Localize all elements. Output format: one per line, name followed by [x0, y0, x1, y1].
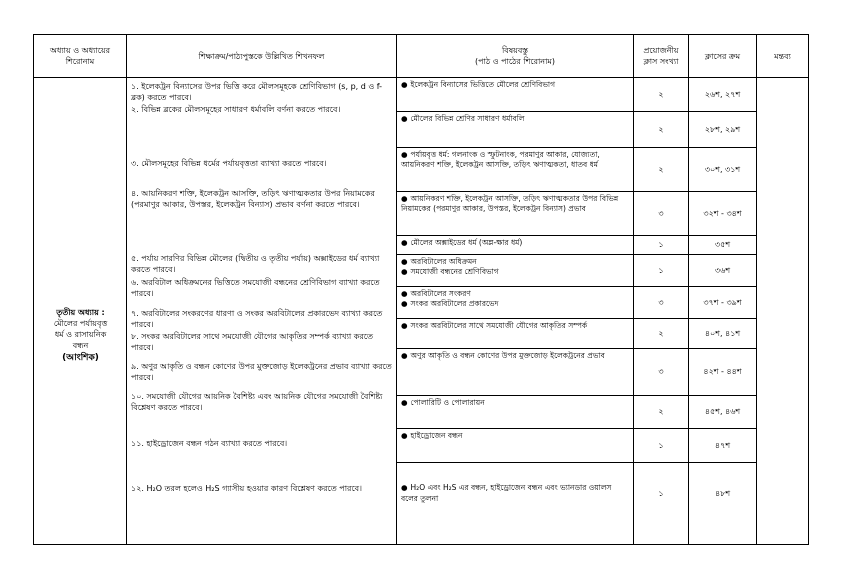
required-classes-cell	[634, 78, 689, 545]
header-class-order: ক্লাসের ক্রম	[689, 35, 757, 78]
topic-text: হাইড্রোজেন বন্ধন	[410, 430, 463, 440]
header-topics	[397, 35, 634, 78]
required-classes-value: ২	[634, 318, 688, 348]
bullet-icon: ●	[401, 397, 408, 407]
required-classes-value: ৩	[634, 191, 688, 235]
required-classes-list	[634, 78, 688, 525]
topic-text: ইলেকট্রন বিন্যাসের ভিত্তিতে মৌলের শ্রেণিবিভাগ	[410, 80, 556, 89]
topic-text: H₂O এবং H₂S এর বন্ধন, হাইড্রোজেন বন্ধন এবং ভ্যানডার ওয়ালস বলের তুলনা	[401, 483, 612, 503]
topic-row	[397, 428, 633, 462]
required-classes-value: ২	[634, 111, 688, 147]
outcome-item: ৬. অরবিটাল অধিক্রমনের ভিত্তিতে সমযোজী বন্ধনের শ্রেণিবিভাগ ব্যাখ্যা করতে পারবে।	[131, 278, 380, 298]
required-classes-value: ১	[634, 428, 688, 462]
class-order-list	[689, 78, 756, 525]
outcome-item: ১. ইলেকট্রন বিন্যাসের উপর ভিত্তি করে মৌলসমূহকে শ্রেণিবিভাগ (s, p, d ও f- ব্লক) করতে পারবে।	[131, 82, 383, 102]
chapter-cell	[34, 78, 127, 545]
topics-list	[397, 78, 633, 525]
required-classes-value: ২	[634, 147, 688, 191]
class-order-value: ৩৬শ	[689, 254, 756, 286]
outcome-item: ৭. অরবিটালের সংকরণের ধারণা ও সংকর অরবিটালের প্রকারভেদ ব্যাখ্যা করতে পারবে।	[131, 309, 383, 329]
class-order-value: ৩২শ - ৩৪শ	[689, 191, 756, 235]
class-order-value: ৪২শ - ৪৪শ	[689, 348, 756, 395]
chapter-name-line3: বন্ধন	[72, 341, 89, 350]
outcome-item: ২. বিভিন্ন ব্লকের মৌলসমূহের সাধারণ ধর্মাবলি বর্ণনা করতে পারবে।	[131, 105, 341, 114]
bullet-icon: ●	[401, 483, 408, 493]
topic-row	[397, 147, 633, 191]
topic-row	[397, 348, 633, 395]
topic-text: সংকর অরবিটালের প্রকারভেদ	[410, 299, 499, 308]
class-order-value: ২৬শ, ২৭শ	[689, 78, 756, 111]
class-order-value: ২৮শ, ২৯শ	[689, 111, 756, 147]
topic-row	[397, 462, 633, 525]
required-classes-value: ১	[634, 235, 688, 254]
class-order-cell	[689, 78, 757, 545]
header-required-classes: প্রয়োজনীয় ক্লাস সংখ্যা	[634, 35, 689, 78]
class-order-value: ৪৮শ	[714, 489, 731, 499]
header-row	[34, 35, 809, 78]
outcome-item: ৩. মৌলসমূহের বিভিন্ন ধর্মের পর্যায়বৃত্ততা ব্যাখ্যা করতে পারবে।	[131, 159, 327, 168]
bullet-icon: ●	[401, 350, 408, 360]
bullet-icon: ●	[401, 256, 408, 266]
class-order-value: ৪০শ, ৪১শ	[689, 318, 756, 348]
required-classes-value: ২	[634, 78, 688, 111]
topic-row	[397, 78, 633, 111]
outcome-item: ১১. হাইড্রোজেন বন্ধন গঠন ব্যাখ্যা করতে পারবে।	[131, 439, 288, 448]
topic-row	[397, 235, 633, 254]
bullet-icon: ●	[401, 149, 408, 159]
chapter-name-line2: ধর্ম ও রাসায়নিক	[54, 330, 107, 339]
outcome-item: ৪. আয়নিকরণ শক্তি, ইলেকট্রন আসক্তি, তড়িৎ ঋণাত্মকতার উপর নিয়ামকের (পরমাণুর আকার, উপস্তর, ইলেকট্রন বিন্যাস) প্রভাব বর্ণনা করতে পারবে।	[131, 189, 375, 209]
required-classes-value: ১	[658, 489, 664, 499]
class-order-value: ৪৫শ, ৪৬শ	[689, 395, 756, 428]
remarks-cell	[757, 78, 809, 545]
bullet-icon: ●	[401, 288, 408, 298]
required-classes-value: ৩	[634, 286, 688, 318]
bullet-icon: ●	[401, 113, 408, 123]
topic-text: সংকর অরবিটালের সাথে সমযোজী যৌগের আকৃতির সম্পর্ক	[410, 320, 588, 330]
syllabus-table	[33, 34, 809, 545]
chapter-title	[38, 307, 123, 364]
topic-text: আয়নিকরণ শক্তি, ইলেকট্রন আসক্তি, তড়িৎ ঋণাত্মকতার উপর বিভিন্ন নিয়ামকের (পরমাণুর আকার, উপস্তর, ইলেকট্রন বিন্যাস) প্রভাব	[401, 193, 619, 213]
required-classes-value: ১	[634, 254, 688, 286]
outcomes-cell	[127, 78, 397, 545]
chapter-number: তৃতীয় অধ্যায় :	[56, 308, 105, 317]
topic-row	[397, 286, 633, 318]
bullet-icon: ●	[401, 80, 408, 89]
header-topics-line1: বিষয়বস্তু	[501, 46, 529, 55]
class-order-value: ৩৫শ	[689, 235, 756, 254]
topic-row	[397, 318, 633, 348]
outcome-item: ৮. সংকর অরবিটালের সাথে সমযোজী যৌগের আকৃতির সম্পর্ক ব্যাখ্যা করতে পারবে।	[131, 332, 373, 352]
bullet-icon: ●	[401, 237, 408, 247]
bullet-icon: ●	[401, 430, 408, 440]
outcome-item: ১২. H₂O তরল হলেও H₂S গ্যাসীয় হওয়ার কারণ বিশ্লেষণ করতে পারবে।	[131, 484, 362, 493]
bullet-icon: ●	[401, 320, 408, 330]
topics-cell	[397, 78, 634, 545]
header-chapter: অধ্যায় ও অধ্যায়ের শিরোনাম	[34, 35, 127, 78]
chapter-name-line1: মৌলের পর্যায়বৃত্ত	[53, 319, 108, 328]
outcome-item: ৯. অণুর আকৃতি ও বন্ধন কোণের উপর মুক্তজোড় ইলেকট্রনের প্রভাব ব্যাখ্যা করতে পারবে।	[131, 362, 392, 382]
body-row	[34, 78, 809, 545]
topic-text: পর্যায়বৃত্ত ধর্ম: গলনাংক ও স্ফুটনাংক, পরমাণুর আকার, যোজ্যতা, আয়নিকরণ শক্তি, ইলেকট্রন আসক্তি, তড়িৎ ঋণাত্মকতা, ধাতব ধর্ম	[401, 149, 600, 169]
chapter-partial: (আংশিক)	[62, 353, 99, 363]
topic-text: সমযোজী বন্ধনের শ্রেণিবিভাগ	[410, 267, 499, 276]
topic-row	[397, 111, 633, 147]
topic-text: মৌলের অক্সাইডের ধর্ম (অম্ল-ক্ষার ধর্ম)	[410, 237, 523, 247]
class-order-value: ৩৭শ - ৩৯শ	[689, 286, 756, 318]
bullet-icon: ●	[401, 267, 408, 276]
topic-text: অরবিটালের সংকরণ	[410, 288, 471, 298]
topic-text: পোলারিটি ও পোলারায়ন	[410, 397, 485, 407]
required-classes-value: ৩	[634, 348, 688, 395]
class-order-value: ৪৭শ	[689, 428, 756, 462]
bullet-icon: ●	[401, 193, 408, 203]
topic-row	[397, 254, 633, 286]
header-topics-line2: (পাঠ ও পাঠের শিরোনাম)	[475, 57, 555, 66]
header-remarks: মন্তব্য	[757, 35, 809, 78]
topic-text: মৌলের বিভিন্ন শ্রেণির সাধারণ ধর্মাবলি	[410, 113, 525, 123]
header-outcomes: শিক্ষাক্রম/পাঠ্যপুস্তকে উল্লিখিত শিখনফল	[127, 35, 397, 78]
topic-row	[397, 191, 633, 235]
topic-text: অরবিটালের অধিক্রমন	[410, 256, 477, 266]
class-order-value: ৩০শ, ৩১শ	[689, 147, 756, 191]
topic-row	[397, 395, 633, 428]
outcome-item: ৫. পর্যায় সারণির বিভিন্ন মৌলের (দ্বিতীয় ও তৃতীয় পর্যায়) অক্সাইডের ধর্ম ব্যাখ্যা করতে পারবে।	[131, 254, 380, 274]
topic-text: অণুর আকৃতি ও বন্ধন কোণের উপর মুক্তজোড় ইলেকট্রনের প্রভাব	[410, 350, 605, 360]
required-classes-value: ২	[634, 395, 688, 428]
bullet-icon: ●	[401, 299, 408, 308]
outcome-item: ১০. সমযোজী যৌগের আয়নিক বৈশিষ্ট্য এবং আয়নিক যৌগের সমযোজী বৈশিষ্ট্য বিশ্লেষণ করতে পারবে।	[131, 392, 383, 412]
